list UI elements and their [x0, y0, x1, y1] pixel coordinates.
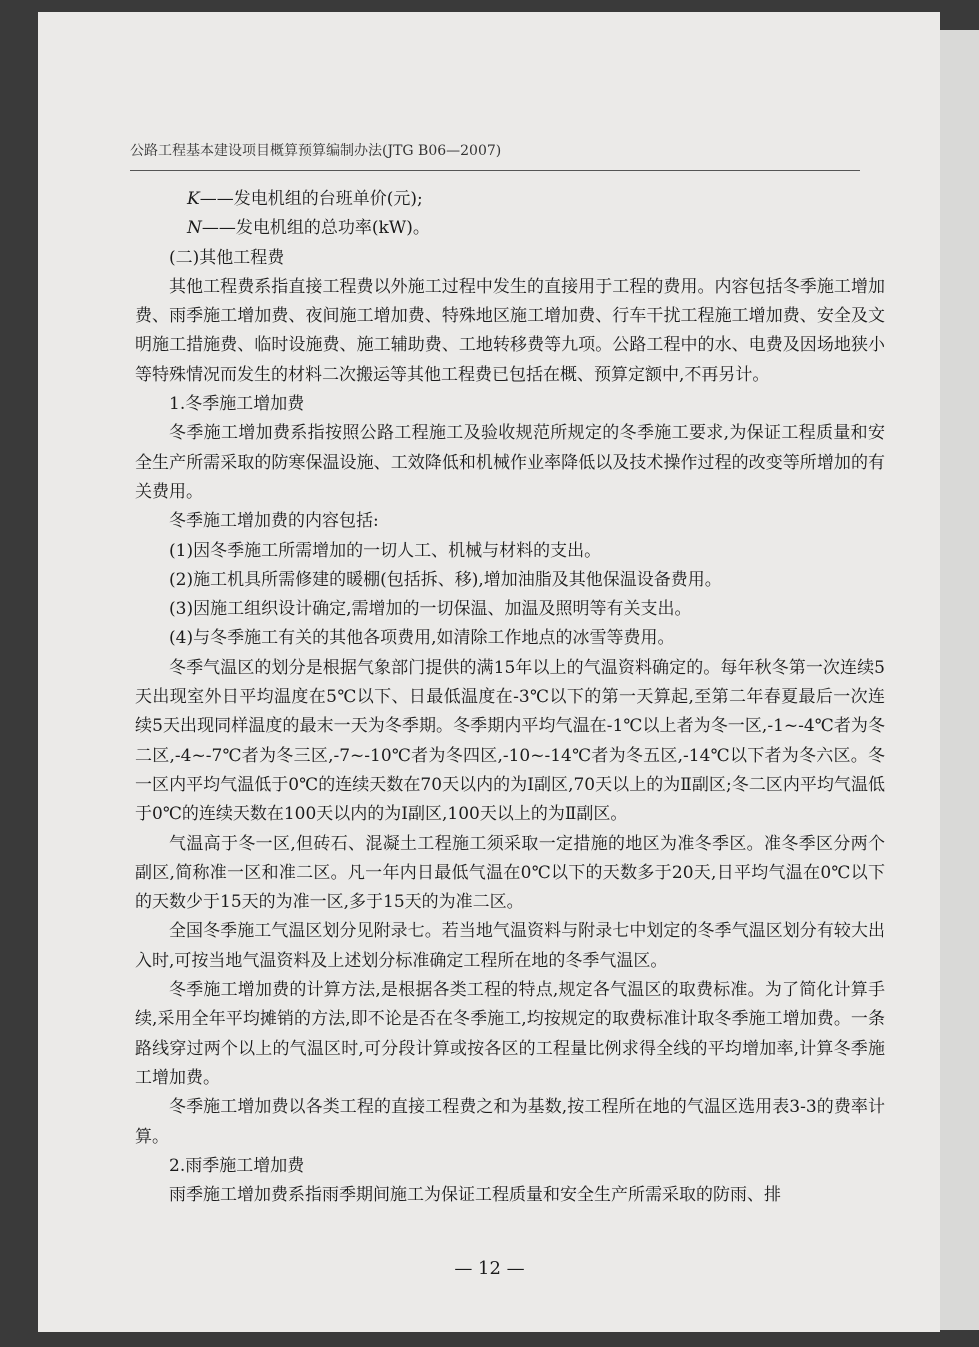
paragraph: 气温高于冬一区,但砖石、混凝土工程施工须采取一定措施的地区为准冬季区。准冬季区分两个副区,简称准一区和准二区。凡一年内日最低气温在0℃以下的天数多于20天,日平均气温在0℃以下的天数少于15天的为准一区,多于15天的为准二区。	[135, 833, 885, 913]
list-item: (1)因冬季施工所需增加的一切人工、机械与材料的支出。	[169, 540, 602, 561]
symbol-n: N	[187, 218, 202, 239]
definition-k-text: ——发电机组的台班单价(元);	[199, 189, 423, 209]
symbol-k: K	[187, 189, 200, 209]
list-item: (2)施工机具所需修建的暖棚(包括拆、移),增加油脂及其他保温设备费用。	[169, 569, 722, 590]
definition-n	[135, 214, 885, 243]
definition-n-text: ——发电机组的总功率(kW)。	[201, 218, 430, 239]
list-item: (4)与冬季施工有关的其他各项费用,如清除工作地点的冰雪等费用。	[169, 628, 675, 649]
definition-k	[135, 185, 885, 214]
page-body	[135, 185, 885, 1210]
paragraph: 全国冬季施工气温区划分见附录七。若当地气温资料与附录七中划定的冬季气温区划分有较大出入时,可按当地气温资料及上述划分标准确定工程所在地的冬季气温区。	[135, 921, 885, 971]
section-heading: (二)其他工程费	[169, 247, 285, 268]
paragraph: 冬季施工增加费以各类工程的直接工程费之和为基数,按工程所在地的气温区选用表3-3的费率计算。	[135, 1097, 885, 1147]
paragraph: 冬季施工增加费的计算方法,是根据各类工程的特点,规定各气温区的取费标准。为了简化计算手续,采用全年平均摊销的方法,即不论是否在冬季施工,均按规定的取费标准计取冬季施工增加费。一条路线穿过两个以上的气温区时,可分段计算或按各区的工程量比例求得全线的平均增加率,计算冬季施工增加费。	[135, 980, 885, 1088]
subsection-heading: 1.冬季施工增加费	[169, 394, 305, 415]
page-number: — 12 —	[454, 1258, 525, 1279]
paragraph: 冬季气温区的划分是根据气象部门提供的满15年以上的气温资料确定的。每年秋冬第一次连续5天出现室外日平均温度在5℃以下、日最低温度在-3℃以下的第一天算起,至第二年春夏最后一次连续5天出现同样温度的最末一天为冬季期。冬季期内平均气温在-1℃以上者为冬一区,-1~-4℃者为冬二区,-4~-7℃者为冬三区,-7~-10℃者为冬四区,-10~-14℃者为冬五区,-14℃以下者为冬六区。冬一区内平均气温低于0℃的连续天数在70天以内的为Ⅰ副区,70天以上的为Ⅱ副区;冬二区内平均气温低于0℃的连续天数在100天以内的为Ⅰ副区,100天以上的为Ⅱ副区。	[135, 657, 885, 825]
paragraph: 冬季施工增加费系指按照公路工程施工及验收规范所规定的冬季施工要求,为保证工程质量和安全生产所需采取的防寒保温设施、工效降低和机械作业率降低以及技术操作过程的改变等所增加的有关费用。	[135, 423, 885, 502]
list-item: (3)因施工组织设计确定,需增加的一切保温、加温及照明等有关支出。	[169, 599, 692, 620]
subsection-heading: 2.雨季施工增加费	[169, 1155, 305, 1176]
paragraph: 雨季施工增加费系指雨季期间施工为保证工程质量和安全生产所需采取的防雨、排	[169, 1185, 781, 1206]
running-header: 公路工程基本建设项目概算预算编制办法(JTG B06—2007)	[130, 140, 860, 171]
adjacent-page-edge	[940, 30, 979, 1330]
paragraph: 其他工程费系指直接工程费以外施工过程中发生的直接用于工程的费用。内容包括冬季施工增加费、雨季施工增加费、夜间施工增加费、特殊地区施工增加费、行车干扰工程施工增加费、安全及文明施工措施费、临时设施费、施工辅助费、工地转移费等九项。公路工程中的水、电费及因场地狭小等特殊情况而发生的材料二次搬运等其他工程费已包括在概、预算定额中,不再另计。	[135, 276, 885, 385]
paragraph: 冬季施工增加费的内容包括:	[169, 511, 379, 532]
